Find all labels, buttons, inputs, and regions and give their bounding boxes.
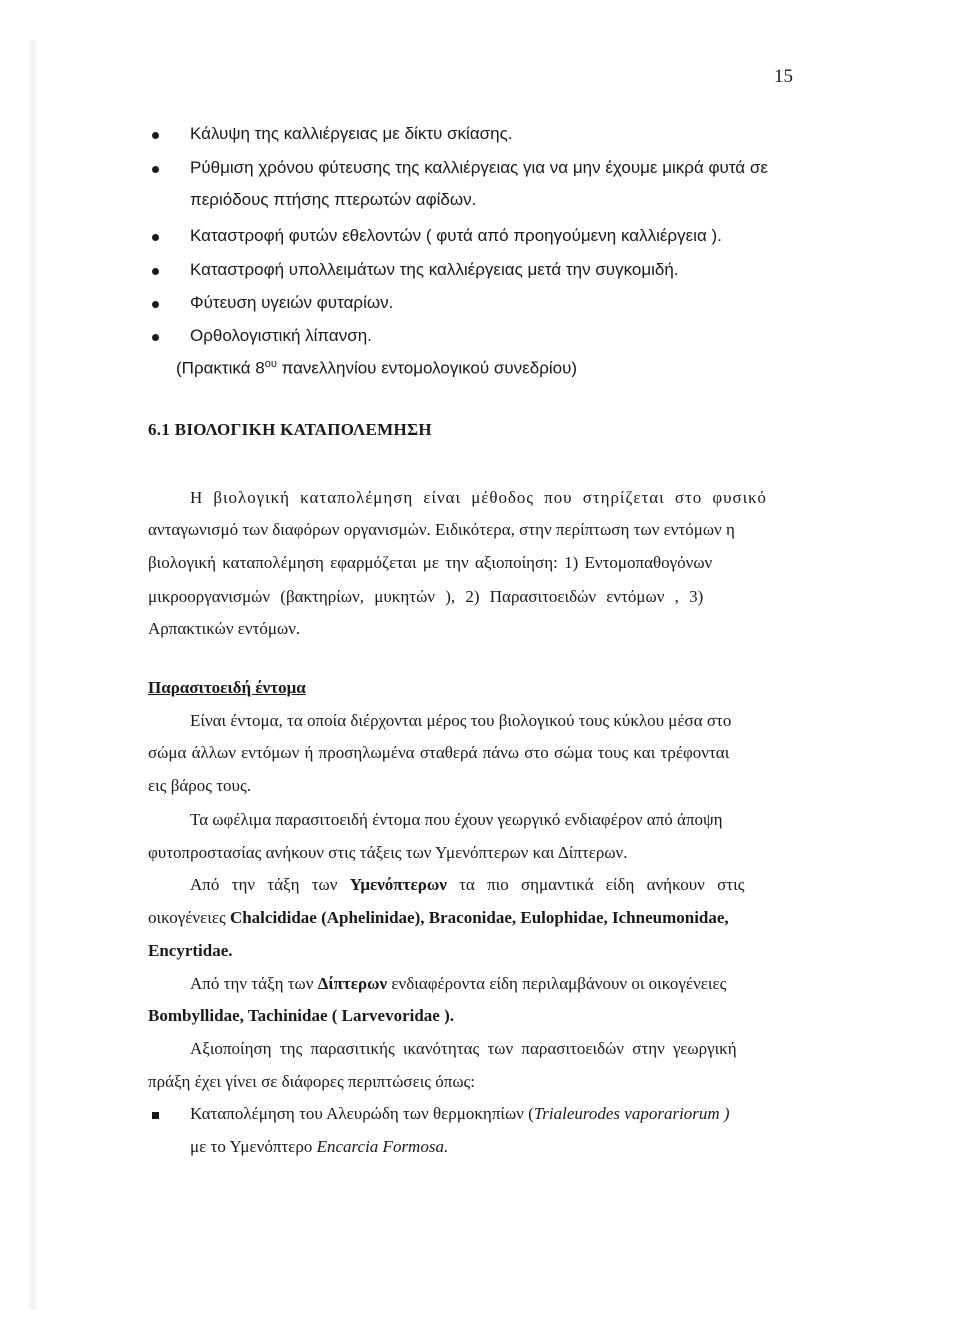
paragraph-line-2: ανταγωνισμό των διαφόρων οργανισμών. Ειδικότερα, στην περίπτωση των εντόμων η [148, 520, 735, 539]
paragraph-line-3: βιολογική καταπολέμηση εφαρμόζεται με την αξιοποίηση: 1) Εντομοπαθογόνων [148, 553, 713, 572]
family-names: Chalcididae (Aphelinidae), Braconidae, Eulophidae, Ichneumonidae, [229, 908, 729, 927]
text: Από την τάξη των [190, 875, 350, 894]
text: Από την τάξη των [190, 974, 318, 993]
bullet-item: Ορθολογιστική λίπανση. [190, 326, 372, 345]
bullet-item: Κάλυψη της καλλιέργειας με δίκτυ σκίασης. [190, 124, 513, 143]
bullet-dot [152, 334, 159, 341]
parasitoids-p3-line-1 [190, 875, 744, 895]
parasitoids-p1-line: σώμα άλλων εντόμων ή προσηλωμένα σταθερά πάνω στο σώμα τους και τρέφονται [148, 743, 730, 762]
citation-superscript: ου [264, 358, 277, 370]
parasitoids-p2-line: Τα ωφέλιμα παρασιτοειδή έντομα που έχουν γεωργικό ενδιαφέρον από άποψη [190, 810, 723, 829]
bullet-item: Καταστροφή φυτών εθελοντών ( φυτά από προηγούμενη καλλιέργεια ). [190, 226, 722, 245]
parasitoids-p4-line-1 [190, 974, 726, 994]
citation-prefix: (Πρακτικά 8 [176, 358, 265, 378]
citation-suffix: πανελληνίου εντομολογικού συνεδρίου) [276, 358, 578, 378]
bullet-dot [152, 234, 159, 241]
text: οικογένειες [148, 908, 230, 927]
section-heading: 6.1 ΒΙΟΛΟΓΙΚΗ ΚΑΤΑΠΟΛΕΜΗΣΗ [148, 420, 432, 439]
bullet-dot [152, 268, 159, 275]
square-bullet [152, 1112, 159, 1119]
paragraph-line-5: Αρπακτικών εντόμων. [148, 619, 301, 638]
text: Καταπολέμηση του Αλευρώδη των θερμοκηπίων ( [190, 1104, 534, 1123]
scan-shadow [28, 40, 38, 1310]
paragraph-line-1 [190, 488, 795, 508]
citation [176, 358, 577, 379]
order-name: Δίπτερων [317, 974, 388, 993]
text: τα πιο σημαντικά είδη ανήκουν στις [446, 875, 745, 894]
parasitoids-p1-line: εις βάρος τους. [148, 776, 251, 795]
species-name: Trialeurodes vaporariorum ) [533, 1104, 730, 1123]
example-line-2 [190, 1137, 448, 1157]
parasitoids-p5-line: Αξιοποίηση της παρασιτικής ικανότητας των παρασιτοειδών στην γεωργική [190, 1039, 737, 1058]
family-names: Encyrtidae. [148, 941, 233, 960]
example-line-1 [190, 1104, 730, 1124]
bullet-item-continuation: περιόδους πτήσης πτερωτών αφίδων. [190, 190, 477, 209]
paragraph-line-4: μικροοργανισμών (βακτηρίων, μυκητών ), 2) Παρασιτοειδών εντόμων , 3) [148, 587, 704, 606]
paragraph-text: Η βιολογική καταπολέμηση είναι μέθοδος που στηρίζεται στο φυσικό [190, 488, 767, 507]
family-names: Bombyllidae, Tachinidae ( Larvevoridae ). [148, 1006, 455, 1025]
parasitoids-p2-line: φυτοπροστασίας ανήκουν στις τάξεις των Υμενόπτερων και Δίπτερων. [148, 843, 628, 862]
parasitoids-p5-line: πράξη έχει γίνει σε διάφορες περιπτώσεις όπως: [148, 1072, 476, 1091]
parasitoids-p4-line-2 [148, 1006, 454, 1026]
page-number: 15 [774, 66, 793, 87]
text: με το Υμενόπτερο [190, 1137, 317, 1156]
text: ενδιαφέροντα είδη περιλαμβάνουν οι οικογένειες [387, 974, 727, 993]
parasitoids-p1-line: Είναι έντομα, τα οποία διέρχονται μέρος του βιολογικού τους κύκλου μέσα στο [190, 711, 732, 730]
parasitoids-p3-line-3 [148, 941, 233, 961]
order-name: Υμενόπτερων [349, 875, 447, 894]
bullet-dot [152, 166, 159, 173]
bullet-item: Φύτευση υγειών φυταρίων. [190, 293, 394, 312]
subsection-heading: Παρασιτοειδή έντομα [148, 678, 306, 697]
bullet-item: Ρύθμιση χρόνου φύτευσης της καλλιέργειας για να μην έχουμε μικρά φυτά σε [190, 158, 768, 177]
parasitoids-p3-line-2 [148, 908, 729, 928]
species-name: Encarcia Formosa. [316, 1137, 449, 1156]
bullet-item: Καταστροφή υπολλειμάτων της καλλιέργειας μετά την συγκομιδή. [190, 260, 679, 279]
bullet-dot [152, 301, 159, 308]
bullet-dot [152, 132, 159, 139]
